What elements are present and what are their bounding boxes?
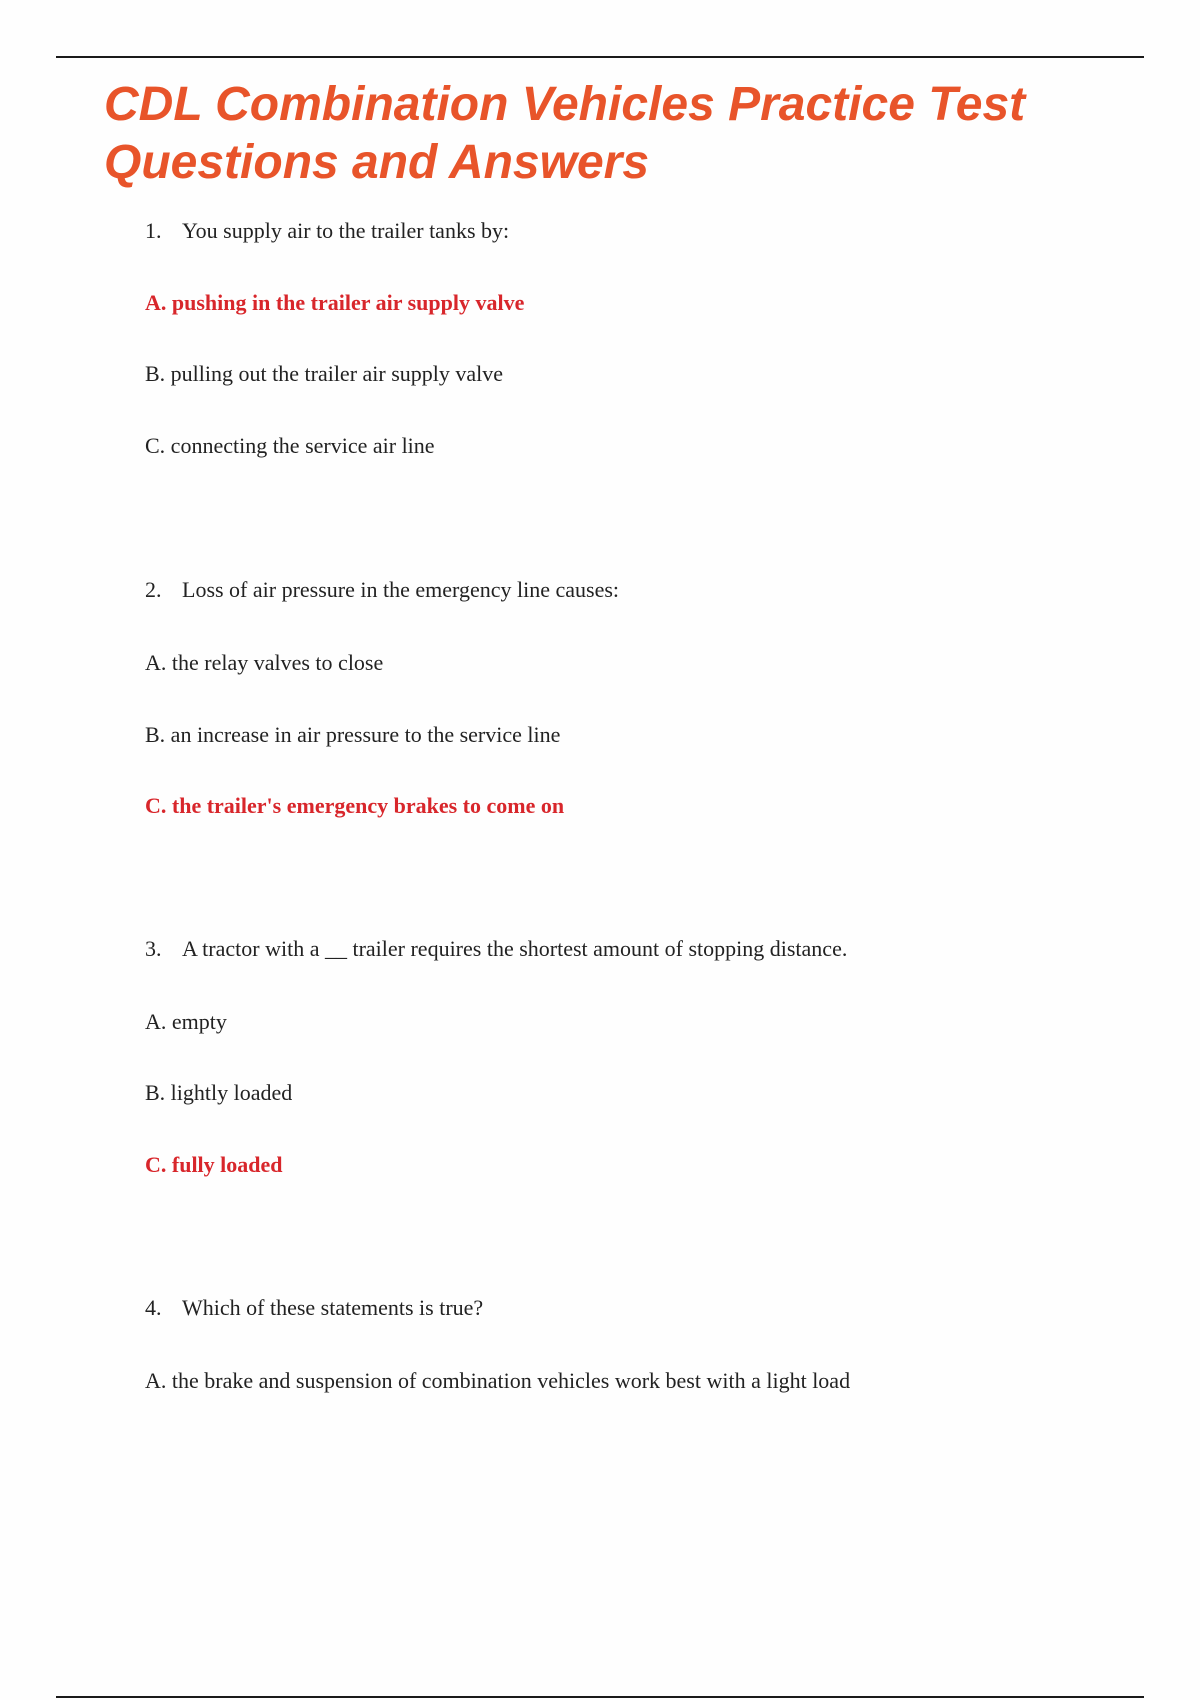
- answer-3a: A. empty: [145, 1009, 227, 1034]
- answer-2a: A. the relay valves to close: [145, 650, 384, 675]
- answer-3c: C. fully loaded: [145, 1152, 283, 1177]
- question-text: Which of these statements is true?: [182, 1295, 484, 1320]
- question-text: Loss of air pressure in the emergency line causes:: [182, 577, 620, 602]
- question-text: A tractor with a __ trailer requires the shortest amount of stopping distance.: [182, 936, 848, 961]
- answer-1a: A. pushing in the trailer air supply valve: [145, 290, 525, 315]
- answer-1c: C. connecting the service air line: [145, 433, 435, 458]
- top-rule: [56, 56, 1144, 58]
- question-4: [145, 1294, 483, 1322]
- title-line-2: Questions and Answers: [104, 136, 650, 189]
- question-number: 3.: [145, 936, 162, 961]
- question-number: 4.: [145, 1295, 162, 1320]
- page-title: [104, 76, 1104, 192]
- question-1: [145, 217, 509, 245]
- question-text: You supply air to the trailer tanks by:: [182, 218, 510, 243]
- bottom-rule: [56, 1696, 1144, 1698]
- answer-4a: A. the brake and suspension of combination vehicles work best with a light load: [145, 1368, 851, 1393]
- answer-2b: B. an increase in air pressure to the service line: [145, 722, 561, 747]
- question-number: 1.: [145, 218, 162, 243]
- answer-3b: B. lightly loaded: [145, 1080, 293, 1105]
- answer-1b: B. pulling out the trailer air supply valve: [145, 361, 504, 386]
- question-3: [145, 935, 847, 963]
- question-number: 2.: [145, 577, 162, 602]
- question-2: [145, 576, 619, 604]
- answer-2c: C. the trailer's emergency brakes to come on: [145, 793, 565, 818]
- title-line-1: CDL Combination Vehicles Practice Test: [104, 78, 1026, 131]
